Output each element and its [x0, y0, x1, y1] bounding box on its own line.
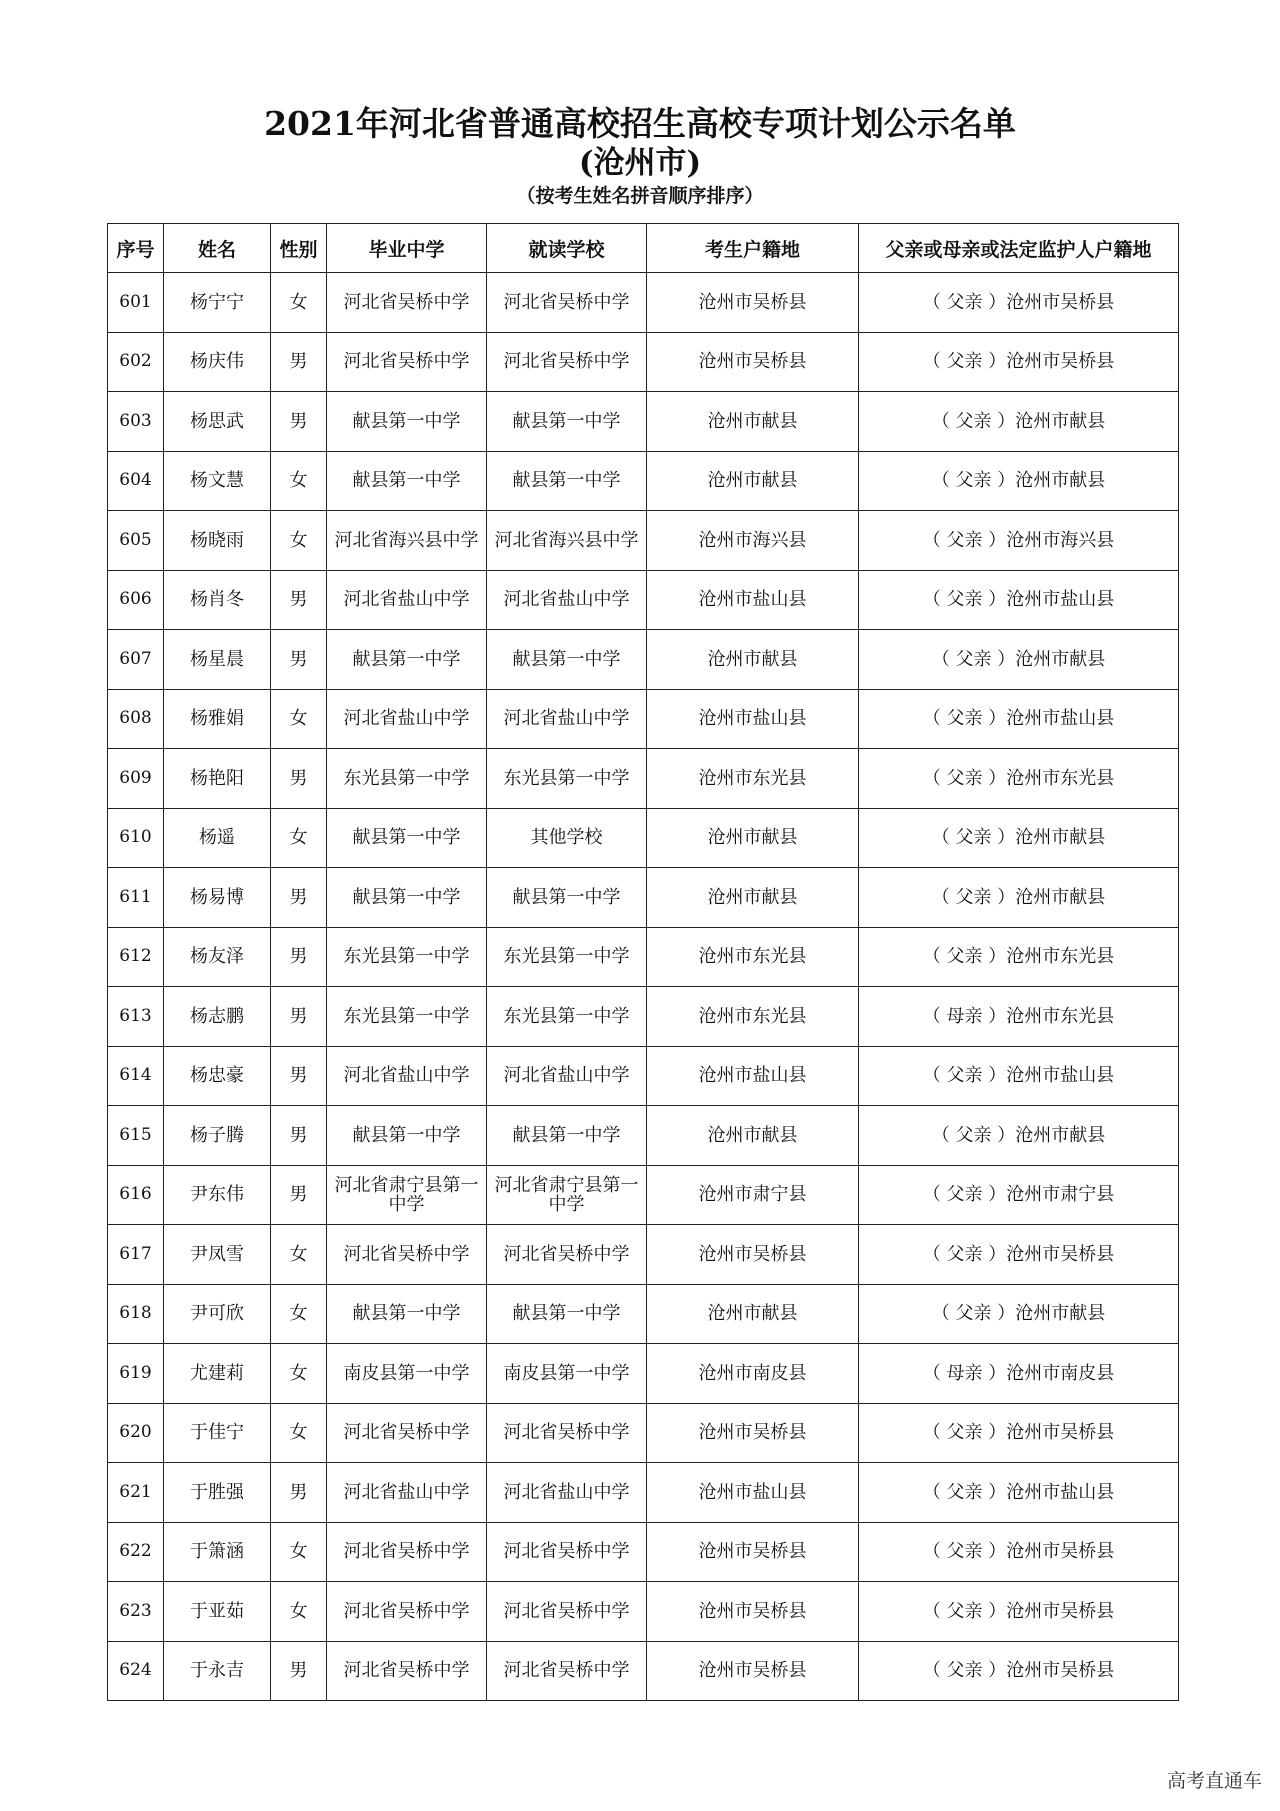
table-cell: 河北省海兴县中学	[487, 511, 647, 571]
table-cell: 男	[271, 927, 327, 987]
table-cell: 男	[271, 749, 327, 809]
table-cell: （ 父亲 ）沧州市献县	[859, 451, 1179, 511]
table-cell: 男	[271, 1106, 327, 1166]
table-row	[108, 1522, 1179, 1582]
table-cell: 619	[108, 1344, 164, 1404]
table-cell: 杨雅娟	[164, 689, 271, 749]
table-cell: （ 母亲 ）沧州市南皮县	[859, 1344, 1179, 1404]
table-cell: 东光县第一中学	[487, 749, 647, 809]
table-cell: 河北省海兴县中学	[327, 511, 487, 571]
table-row	[108, 987, 1179, 1047]
table-cell: 杨遥	[164, 808, 271, 868]
table-cell: 献县第一中学	[487, 451, 647, 511]
table-cell: 河北省吴桥中学	[487, 273, 647, 333]
table-cell: 609	[108, 749, 164, 809]
table-cell: 杨艳阳	[164, 749, 271, 809]
table-cell: 602	[108, 332, 164, 392]
table-row	[108, 1641, 1179, 1701]
table-row	[108, 1225, 1179, 1285]
table-cell: 杨星晨	[164, 630, 271, 690]
table-cell: 男	[271, 1165, 327, 1225]
table-cell: 河北省吴桥中学	[487, 1582, 647, 1642]
table-cell: 南皮县第一中学	[487, 1344, 647, 1404]
table-body	[108, 273, 1179, 1701]
table-cell: 河北省盐山中学	[327, 1463, 487, 1523]
table-cell: 沧州市吴桥县	[647, 1641, 859, 1701]
table-cell: 河北省吴桥中学	[487, 1225, 647, 1285]
table-cell: 622	[108, 1522, 164, 1582]
table-row	[108, 570, 1179, 630]
table-row	[108, 1046, 1179, 1106]
table-cell: 624	[108, 1641, 164, 1701]
table-cell: 沧州市吴桥县	[647, 1522, 859, 1582]
document-subtitle: (沧州市)	[578, 145, 702, 181]
header-cell: 毕业中学	[327, 224, 487, 273]
table-cell: 606	[108, 570, 164, 630]
table-cell: 男	[271, 630, 327, 690]
table-cell: 河北省吴桥中学	[327, 332, 487, 392]
header-cell: 父亲或母亲或法定监护人户籍地	[859, 224, 1179, 273]
table-cell: 女	[271, 273, 327, 333]
table-cell: 沧州市海兴县	[647, 511, 859, 571]
table-cell: （ 父亲 ）沧州市东光县	[859, 927, 1179, 987]
table-cell: 沧州市献县	[647, 808, 859, 868]
table-cell: 于箫涵	[164, 1522, 271, 1582]
table-cell: 于胜强	[164, 1463, 271, 1523]
table-cell: 献县第一中学	[327, 451, 487, 511]
table-cell: （ 父亲 ）沧州市盐山县	[859, 570, 1179, 630]
table-cell: 杨文慧	[164, 451, 271, 511]
table-cell: 沧州市盐山县	[647, 1046, 859, 1106]
table-row	[108, 808, 1179, 868]
table-cell: （ 父亲 ）沧州市海兴县	[859, 511, 1179, 571]
table-cell: （ 父亲 ）沧州市吴桥县	[859, 1225, 1179, 1285]
table-cell: 616	[108, 1165, 164, 1225]
table-cell: 于佳宁	[164, 1403, 271, 1463]
table-cell: （ 父亲 ）沧州市吴桥县	[859, 1403, 1179, 1463]
table-row	[108, 1582, 1179, 1642]
table-cell: 沧州市东光县	[647, 749, 859, 809]
table-cell: 女	[271, 1344, 327, 1404]
table-cell: 河北省盐山中学	[487, 1463, 647, 1523]
table-cell: 献县第一中学	[327, 868, 487, 928]
table-cell: 献县第一中学	[327, 1284, 487, 1344]
table-cell: 沧州市东光县	[647, 927, 859, 987]
table-cell: 沧州市献县	[647, 1106, 859, 1166]
table-row	[108, 1284, 1179, 1344]
table-cell: 男	[271, 987, 327, 1047]
table-cell: 献县第一中学	[487, 630, 647, 690]
table-cell: 杨友泽	[164, 927, 271, 987]
table-row	[108, 868, 1179, 928]
table-cell: 男	[271, 570, 327, 630]
table-cell: 沧州市吴桥县	[647, 273, 859, 333]
table-cell: 其他学校	[487, 808, 647, 868]
table-cell: 沧州市盐山县	[647, 689, 859, 749]
table-cell: 614	[108, 1046, 164, 1106]
table-cell: 杨思武	[164, 392, 271, 452]
table-cell: 河北省盐山中学	[487, 689, 647, 749]
table-cell: 献县第一中学	[487, 868, 647, 928]
header-cell: 考生户籍地	[647, 224, 859, 273]
table-cell: 东光县第一中学	[327, 927, 487, 987]
table-cell: 东光县第一中学	[487, 987, 647, 1047]
table-cell: 尹东伟	[164, 1165, 271, 1225]
table-cell: 613	[108, 987, 164, 1047]
table-cell: 河北省肃宁县第一中学	[327, 1165, 487, 1225]
table-cell: 男	[271, 392, 327, 452]
table-cell: 东光县第一中学	[327, 749, 487, 809]
table-cell: 沧州市东光县	[647, 987, 859, 1047]
table-cell: 河北省吴桥中学	[327, 1403, 487, 1463]
sort-note: （按考生姓名拼音顺序排序）	[516, 185, 764, 207]
table-cell: 于永吉	[164, 1641, 271, 1701]
table-cell: 603	[108, 392, 164, 452]
table-cell: （ 父亲 ）沧州市盐山县	[859, 1046, 1179, 1106]
table-cell: 女	[271, 1522, 327, 1582]
table-cell: （ 父亲 ）沧州市献县	[859, 1106, 1179, 1166]
table-cell: 女	[271, 451, 327, 511]
table-cell: 尹凤雪	[164, 1225, 271, 1285]
table-cell: 于亚茹	[164, 1582, 271, 1642]
table-header-row	[108, 224, 1179, 273]
table-row	[108, 689, 1179, 749]
table-cell: 河北省吴桥中学	[487, 1522, 647, 1582]
table-cell: 献县第一中学	[327, 392, 487, 452]
header-cell: 序号	[108, 224, 164, 273]
table-cell: 杨晓雨	[164, 511, 271, 571]
table-cell: 607	[108, 630, 164, 690]
header-cell: 性别	[271, 224, 327, 273]
table-row	[108, 1165, 1179, 1225]
table-cell: 杨忠豪	[164, 1046, 271, 1106]
table-cell: （ 父亲 ）沧州市献县	[859, 868, 1179, 928]
table-cell: 杨庆伟	[164, 332, 271, 392]
table-cell: 612	[108, 927, 164, 987]
table-cell: 河北省吴桥中学	[327, 1225, 487, 1285]
table-cell: （ 父亲 ）沧州市吴桥县	[859, 273, 1179, 333]
table-cell: 河北省吴桥中学	[327, 273, 487, 333]
table-cell: 620	[108, 1403, 164, 1463]
table-cell: 杨宁宁	[164, 273, 271, 333]
table-cell: 621	[108, 1463, 164, 1523]
table-row	[108, 1106, 1179, 1166]
table-cell: （ 父亲 ）沧州市献县	[859, 630, 1179, 690]
table-cell: 南皮县第一中学	[327, 1344, 487, 1404]
table-cell: 615	[108, 1106, 164, 1166]
table-cell: 献县第一中学	[487, 1106, 647, 1166]
table-cell: 河北省盐山中学	[327, 689, 487, 749]
table-cell: 河北省吴桥中学	[327, 1582, 487, 1642]
table-cell: 沧州市吴桥县	[647, 332, 859, 392]
table-cell: 沧州市吴桥县	[647, 1225, 859, 1285]
table-cell: 601	[108, 273, 164, 333]
table-cell: 女	[271, 1582, 327, 1642]
table-cell: 河北省吴桥中学	[487, 332, 647, 392]
table-cell: 献县第一中学	[327, 1106, 487, 1166]
table-cell: 河北省吴桥中学	[487, 1641, 647, 1701]
table-cell: 沧州市吴桥县	[647, 1403, 859, 1463]
roster-table	[107, 223, 1179, 1701]
table-row	[108, 749, 1179, 809]
table-cell: （ 父亲 ）沧州市吴桥县	[859, 1641, 1179, 1701]
table-cell: 沧州市献县	[647, 868, 859, 928]
table-cell: 女	[271, 808, 327, 868]
table-cell: 617	[108, 1225, 164, 1285]
table-cell: 611	[108, 868, 164, 928]
table-cell: 608	[108, 689, 164, 749]
table-cell: 献县第一中学	[327, 630, 487, 690]
table-cell: 605	[108, 511, 164, 571]
table-cell: 杨肖冬	[164, 570, 271, 630]
table-row	[108, 332, 1179, 392]
table-row	[108, 1463, 1179, 1523]
table-cell: 女	[271, 1403, 327, 1463]
table-cell: （ 父亲 ）沧州市吴桥县	[859, 1582, 1179, 1642]
table-cell: 尹可欣	[164, 1284, 271, 1344]
table-cell: 河北省吴桥中学	[327, 1522, 487, 1582]
table-cell: 男	[271, 1641, 327, 1701]
table-cell: 河北省吴桥中学	[327, 1641, 487, 1701]
table-row	[108, 630, 1179, 690]
table-cell: 沧州市盐山县	[647, 570, 859, 630]
table-cell: 东光县第一中学	[327, 987, 487, 1047]
table-cell: 杨志鹏	[164, 987, 271, 1047]
table-cell: 沧州市献县	[647, 1284, 859, 1344]
table-cell: 河北省盐山中学	[327, 570, 487, 630]
table-row	[108, 392, 1179, 452]
table-cell: 女	[271, 511, 327, 571]
table-cell: （ 父亲 ）沧州市献县	[859, 1284, 1179, 1344]
table-cell: （ 父亲 ）沧州市肃宁县	[859, 1165, 1179, 1225]
table-cell: 男	[271, 332, 327, 392]
table-cell: （ 父亲 ）沧州市吴桥县	[859, 332, 1179, 392]
table-cell: 沧州市献县	[647, 630, 859, 690]
table-cell: 杨易博	[164, 868, 271, 928]
table-row	[108, 927, 1179, 987]
table-cell: 女	[271, 1225, 327, 1285]
document-title: 2021年河北省普通高校招生高校专项计划公示名单	[264, 104, 1016, 143]
table-cell: 沧州市肃宁县	[647, 1165, 859, 1225]
table-cell: 男	[271, 1046, 327, 1106]
table-row	[108, 1403, 1179, 1463]
table-cell: 沧州市献县	[647, 392, 859, 452]
table-cell: （ 母亲 ）沧州市东光县	[859, 987, 1179, 1047]
table-row	[108, 451, 1179, 511]
table-row	[108, 1344, 1179, 1404]
table-cell: 献县第一中学	[327, 808, 487, 868]
header-cell: 姓名	[164, 224, 271, 273]
table-cell: 618	[108, 1284, 164, 1344]
table-cell: 女	[271, 689, 327, 749]
table-cell: 沧州市吴桥县	[647, 1582, 859, 1642]
table-cell: 河北省盐山中学	[487, 570, 647, 630]
table-cell: 623	[108, 1582, 164, 1642]
table-cell: 604	[108, 451, 164, 511]
table-cell: 献县第一中学	[487, 392, 647, 452]
table-cell: （ 父亲 ）沧州市东光县	[859, 749, 1179, 809]
table-cell: （ 父亲 ）沧州市献县	[859, 808, 1179, 868]
table-cell: 610	[108, 808, 164, 868]
header-cell: 就读学校	[487, 224, 647, 273]
table-cell: 东光县第一中学	[487, 927, 647, 987]
table-cell: （ 父亲 ）沧州市献县	[859, 392, 1179, 452]
table-cell: 沧州市盐山县	[647, 1463, 859, 1523]
table-cell: 河北省盐山中学	[487, 1046, 647, 1106]
table-cell: （ 父亲 ）沧州市盐山县	[859, 689, 1179, 749]
table-cell: 河北省肃宁县第一中学	[487, 1165, 647, 1225]
table-row	[108, 273, 1179, 333]
table-cell: 河北省盐山中学	[327, 1046, 487, 1106]
table-row	[108, 511, 1179, 571]
table-cell: 河北省吴桥中学	[487, 1403, 647, 1463]
table-cell: 献县第一中学	[487, 1284, 647, 1344]
table-cell: 尤建莉	[164, 1344, 271, 1404]
table-cell: 沧州市献县	[647, 451, 859, 511]
table-cell: 男	[271, 868, 327, 928]
table-cell: 男	[271, 1463, 327, 1523]
watermark-text: 高考直通车	[1166, 1770, 1262, 1792]
table-cell: （ 父亲 ）沧州市吴桥县	[859, 1522, 1179, 1582]
table-cell: （ 父亲 ）沧州市盐山县	[859, 1463, 1179, 1523]
table-cell: 沧州市南皮县	[647, 1344, 859, 1404]
table-cell: 女	[271, 1284, 327, 1344]
table-cell: 杨子腾	[164, 1106, 271, 1166]
